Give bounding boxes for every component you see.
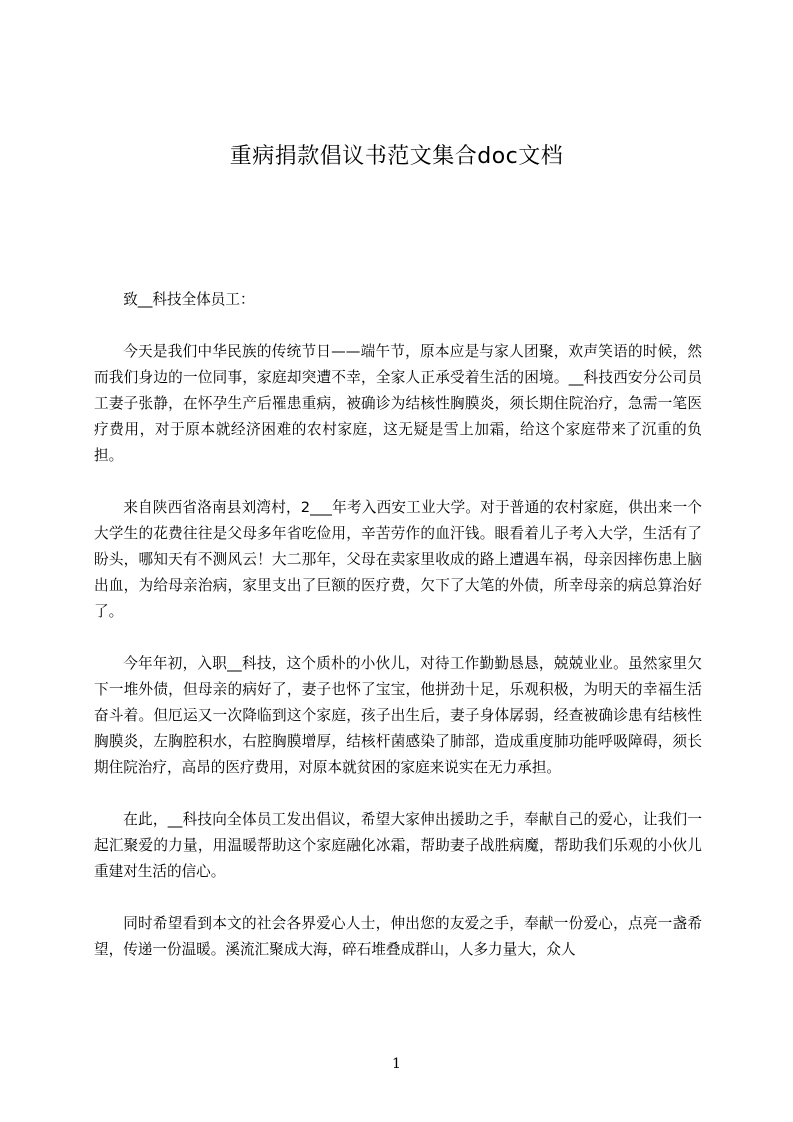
body-paragraph: 今年年初，入职__科技，这个质朴的小伙儿，对待工作勤勤恳恳，兢兢业业。虽然家里欠下一堆外债，但母亲的病好了，妻子也怀了宝宝，他拼劲十足，乐观积极，为明天的幸福生活奋斗着。但厄运又一次降临到这个家庭，孩子出生后，妻子身体孱弱，经查被确诊患有结核性胸膜炎，左胸腔积水，右腔胸膜增厚，结核杆菌感染了肺部，造成重度肺功能呼吸障碍，须长期住院治疗，高昂的医疗费用，对原本就贫困的家庭来说实在无力承担。	[94, 655, 702, 776]
document-title: 重病捐款倡议书范文集合doc文档	[229, 144, 564, 169]
body-paragraph: 来自陕西省洛南县刘湾村，2___年考入西安工业大学。对于普通的农村家庭，供出来一个大学生的花费往往是父母多年省吃俭用，辛苦劳作的血汗钱。眼看着儿子考入大学，生活有了盼头，哪知天有不测风云！大二那年，父母在卖家里收成的路上遭遇车祸，母亲因摔伤患上脑出血，为给母亲治病，家里支出了巨额的医疗费，欠下了大笔的外债，所幸母亲的病总算治好了。	[94, 499, 702, 620]
page-number: 1	[392, 1056, 401, 1072]
salutation-paragraph: 致__科技全体员工：	[123, 291, 255, 308]
body-paragraph: 同时希望看到本文的社会各界爱心人士，伸出您的友爱之手，奉献一份爱心，点亮一盏希望，传递一份温暖。溪流汇聚成大海，碎石堆叠成群山，人多力量大，众人	[94, 915, 702, 958]
body-paragraph: 今天是我们中华民族的传统节日——端午节，原本应是与家人团聚，欢声笑语的时候，然而我们身边的一位同事，家庭却突遭不幸，全家人正承受着生活的困境。__科技西安分公司员工妻子张静，在怀孕生产后罹患重病，被确诊为结核性胸膜炎，须长期住院治疗，急需一笔医疗费用，对于原本就经济困难的农村家庭，这无疑是雪上加霜，给这个家庭带来了沉重的负担。	[94, 343, 702, 464]
document-body	[94, 287, 702, 963]
body-paragraph: 在此，__科技向全体员工发出倡议，希望大家伸出援助之手，奉献自己的爱心，让我们一起汇聚爱的力量，用温暖帮助这个家庭融化冰霜，帮助妻子战胜病魔，帮助我们乐观的小伙儿重建对生活的信心。	[94, 811, 702, 880]
